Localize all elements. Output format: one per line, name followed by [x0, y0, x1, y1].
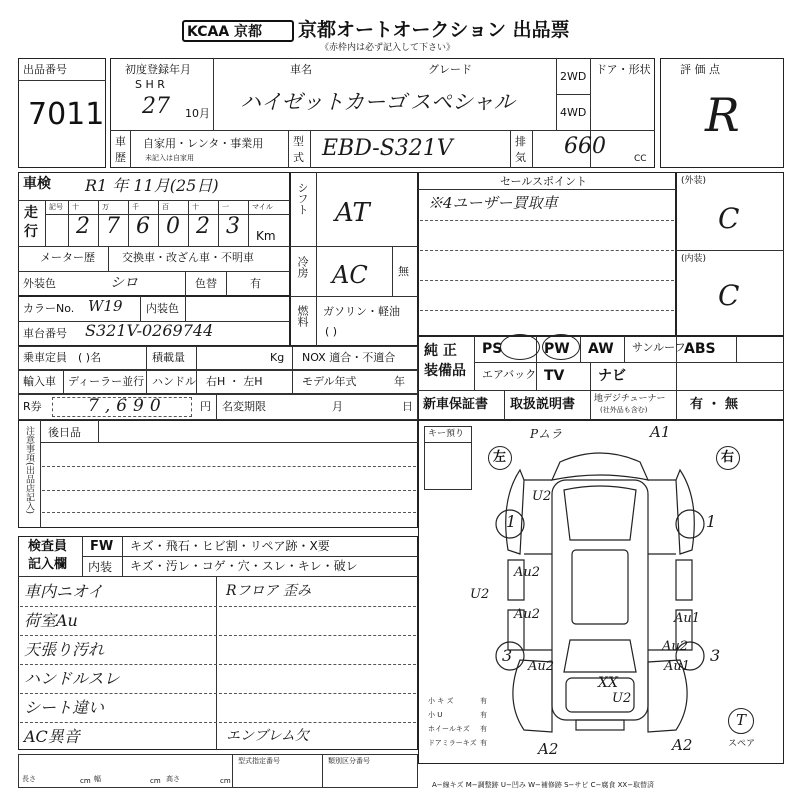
model-label-2: 式	[293, 151, 304, 164]
legend-small-item: 小 U	[428, 711, 443, 719]
cc-unit: CC	[634, 154, 647, 164]
rating-label: 評 価 点	[680, 63, 720, 76]
mileage-digit: 0	[166, 214, 180, 239]
car-name-label: 車名	[290, 63, 312, 76]
handle-label: ハンドル	[152, 375, 196, 388]
inspection-value: R1 年 11月(25日)	[85, 176, 219, 195]
genuine-item: PW	[544, 341, 570, 357]
notes-first-line: 後日品	[48, 426, 81, 439]
length-cm: cm	[80, 777, 91, 785]
mark-au1-a: Au1	[674, 611, 701, 626]
manual-label: 取扱説明書	[510, 397, 576, 412]
grade-label: グレード	[428, 63, 472, 76]
int-grade: C	[718, 279, 740, 312]
displacement-label-2: 気	[515, 151, 526, 164]
inspector-label-1: 検査員	[28, 539, 68, 554]
mark-three-r: 3	[710, 646, 721, 665]
mileage-digit: 6	[136, 214, 150, 239]
legend-small-mark: 有	[480, 739, 487, 747]
left-label: 左	[493, 450, 507, 465]
mark-u2-a: U2	[532, 489, 552, 504]
dealer-label: ディーラー並行	[68, 375, 145, 388]
legend-small-item: 小 キ ズ	[428, 697, 454, 705]
digit-divider	[128, 200, 129, 246]
int-grade-label: (内装)	[681, 254, 707, 264]
note-line	[20, 722, 416, 723]
inspection-label: 車検	[23, 176, 51, 192]
car-outline	[480, 440, 720, 740]
inspector-label-2: 記入欄	[28, 557, 68, 572]
inspector-note-right: エンブレム欠	[226, 728, 309, 744]
spare-mark: T	[736, 711, 747, 729]
digital-tuner-label: 地デジチューナー	[594, 394, 666, 404]
digital-tuner-exists: 有 ・ 無	[690, 397, 739, 412]
kg-unit: Kg	[270, 351, 285, 364]
digit-header: 十	[192, 203, 199, 211]
digit-divider	[68, 200, 69, 246]
genuine-divider	[536, 362, 537, 390]
capacity-unit: ( )名	[78, 351, 102, 364]
model-year-unit: 年	[394, 375, 405, 388]
nox-label: NOX 適合・不適合	[302, 351, 396, 364]
length-label: 長さ	[22, 775, 36, 783]
day-unit: 日	[402, 400, 413, 413]
handle-options: 右H ・ 左H	[206, 375, 263, 388]
mark-a2-a: A2	[538, 740, 559, 758]
genuine-item: PS	[482, 341, 503, 357]
legend-small-item: ドアミラーキズ	[428, 739, 477, 747]
history-label-1: 車	[115, 135, 126, 148]
reg-year: 27	[142, 94, 170, 119]
height-label: 高さ	[166, 775, 180, 783]
import-label: 輸入車	[23, 375, 56, 388]
capacity-label: 乗車定員	[23, 351, 67, 364]
name-change-label: 名変期限	[222, 400, 266, 413]
history-options: 自家用・レンタ・事業用	[143, 137, 264, 150]
door-label: ドア・形状	[596, 63, 651, 76]
digit-header: 記号	[49, 203, 63, 211]
color-change-value: 有	[250, 277, 261, 290]
genuine-item: サンルーフ	[632, 341, 686, 354]
mileage-label-1: 走	[24, 205, 38, 221]
model-number-label: 型式指定番号	[238, 757, 280, 765]
chassis-number: S321V-0269744	[85, 321, 214, 340]
grade: スペシャル	[410, 90, 515, 114]
genuine-divider	[676, 362, 677, 390]
damage-legend: A−線キズ M−調整跡 U−凹み W−補修跡 S−サビ C−腐食 XX−取替済	[432, 781, 655, 789]
ext-grade: C	[718, 202, 740, 235]
legend-small-mark: 有	[480, 725, 487, 733]
mark-a1-top: A1	[650, 423, 671, 441]
mark-one-l: 1	[506, 512, 517, 531]
digit-header: 一	[222, 203, 229, 211]
digit-header: 百	[162, 203, 169, 211]
mark-au1-b: Au1	[664, 659, 691, 674]
lot-number-label: 出品番号	[23, 63, 67, 76]
digit-divider	[188, 200, 189, 246]
inspector-note-right: Rフロア 歪み	[226, 583, 311, 599]
digit-divider	[98, 200, 99, 246]
genuine-item: ナビ	[598, 368, 626, 384]
color-no: W19	[88, 297, 123, 315]
inspector-note-left: AC異音	[24, 727, 80, 746]
mark-u2-side: U2	[470, 587, 490, 602]
era-options: S H R	[135, 78, 165, 91]
digit-divider	[158, 200, 159, 246]
ext-color: シロ	[110, 275, 138, 291]
genuine-divider	[624, 336, 625, 362]
notes-vertical-label: 注意事項(出品店記入)	[24, 426, 34, 515]
width-cm: cm	[150, 777, 161, 785]
reg-month: 10月	[185, 107, 210, 120]
shift-value: AT	[335, 198, 370, 228]
digit-divider	[248, 200, 249, 246]
logo	[182, 20, 294, 42]
width-label: 幅	[94, 775, 101, 783]
fw-items: キズ・飛石・ヒビ割・リペア跡・X要	[130, 539, 330, 553]
height-cm: cm	[220, 777, 231, 785]
recycle-amount: 7,690	[88, 396, 167, 416]
inspector-note-left: ハンドルスレ	[24, 669, 120, 688]
first-reg-label: 初度登録年月	[125, 63, 191, 76]
mark-u2-b: U2	[612, 691, 632, 706]
ps-circle	[500, 334, 540, 360]
genuine-item: AW	[588, 341, 614, 357]
recycle-label: R券	[23, 400, 42, 413]
rating-value: R	[705, 88, 740, 142]
inspector-note-left: 荷室Au	[24, 611, 78, 630]
history-label-2: 歴	[115, 151, 126, 164]
note-line	[20, 635, 416, 636]
interior-label: 内装	[88, 560, 113, 574]
genuine-item: ABS	[684, 341, 716, 357]
km-unit: Km	[256, 229, 276, 243]
interior-items: キズ・汚レ・コゲ・穴・スレ・キレ・破レ	[130, 559, 358, 573]
digital-tuner-note: (社外品も含む)	[600, 406, 648, 414]
meter-label: メーター歴	[40, 251, 95, 264]
mileage-digit: 2	[76, 214, 90, 239]
chassis-label: 車台番号	[23, 327, 67, 340]
color-no-label: カラーNo.	[23, 302, 75, 315]
int-color-label: 内装色	[146, 302, 179, 315]
legend-small-mark: 有	[480, 711, 487, 719]
note-line	[20, 693, 416, 694]
ext-color-label: 外装色	[23, 277, 56, 290]
genuine-label-1: 純 正	[424, 343, 457, 359]
mark-au2-c: Au2	[528, 659, 555, 674]
month-unit: 月	[332, 400, 343, 413]
note-line	[20, 664, 416, 665]
inspector-note-left: 天張り汚れ	[24, 640, 105, 659]
mileage-digit: 7	[106, 214, 120, 239]
ext-grade-label: (外装)	[681, 176, 707, 186]
sales-point-label: セールスポイント	[500, 175, 588, 188]
drive-4wd: 4WD	[560, 106, 587, 119]
model-code: EBD-S321V	[322, 136, 453, 161]
fuel-label: 燃料	[296, 305, 309, 327]
ac-none: 無	[398, 265, 409, 278]
page-subtitle: 《赤枠内は必ず記入して下さい》	[320, 43, 456, 53]
displacement-label-1: 排	[515, 135, 526, 148]
inspector-note-left: シート違い	[24, 698, 105, 717]
displacement: 660	[564, 134, 606, 159]
spare-label: スペア	[728, 739, 756, 749]
note-line	[20, 606, 416, 607]
mark-xx: XX	[598, 675, 618, 691]
class-number-label: 類別区分番号	[328, 757, 370, 765]
pw-circle	[542, 334, 580, 360]
logo-text: KCAA 京都	[187, 24, 263, 40]
digit-divider	[218, 200, 219, 246]
model-label-1: 型	[293, 135, 304, 148]
inspector-note-left: 車内ニオイ	[24, 582, 104, 601]
load-label: 積載量	[152, 351, 185, 364]
mark-one-r: 1	[706, 512, 717, 531]
meter-options: 交換車・改ざん車・不明車	[122, 251, 254, 264]
shift-label: シフト	[296, 182, 309, 215]
mark-top-note: Pムラ	[530, 427, 563, 441]
genuine-label-2: 装備品	[424, 363, 466, 379]
digit-header: 十	[72, 203, 79, 211]
legend-small-item: ホイールキズ	[428, 725, 470, 733]
digit-header: 万	[102, 203, 109, 211]
digit-header: マイル	[252, 203, 273, 211]
fuel-options: ガソリン・軽油	[323, 305, 400, 318]
warranty-label: 新車保証書	[423, 397, 489, 412]
genuine-item: エアバック	[482, 368, 537, 381]
genuine-divider	[580, 336, 581, 362]
mark-au2-b: Au2	[514, 607, 541, 622]
fw-label: FW	[90, 539, 114, 554]
fuel-paren: ( )	[325, 325, 338, 338]
history-note: 未記入は自家用	[145, 154, 194, 162]
car-name: ハイゼットカーゴ	[240, 90, 407, 114]
genuine-divider	[736, 336, 737, 362]
mileage-label-2: 行	[24, 224, 38, 240]
mark-au2-d: Au2	[662, 639, 689, 654]
ac-label: 冷房	[296, 256, 309, 278]
genuine-item: TV	[544, 368, 565, 384]
legend-small-mark: 有	[480, 697, 487, 705]
mark-a2-b: A2	[672, 736, 693, 754]
mark-three-l: 3	[502, 646, 513, 665]
model-year-label: モデル年式	[302, 375, 357, 388]
key-label: キー預り	[428, 429, 465, 439]
sales-point: ※4ユーザー買取車	[428, 194, 558, 212]
yen-unit: 円	[200, 400, 211, 413]
drive-2wd: 2WD	[560, 70, 587, 83]
mileage-digit: 2	[196, 214, 210, 239]
digit-header: 千	[132, 203, 139, 211]
page-title: 京都オートオークション 出品票	[298, 19, 570, 41]
ac-value: AC	[332, 261, 368, 289]
right-label: 右	[721, 450, 735, 465]
mileage-digit: 3	[226, 214, 240, 239]
lot-number: 7011	[28, 97, 105, 132]
color-change-label: 色替	[195, 277, 217, 290]
mark-au2-a: Au2	[514, 565, 541, 580]
genuine-divider	[590, 362, 591, 390]
